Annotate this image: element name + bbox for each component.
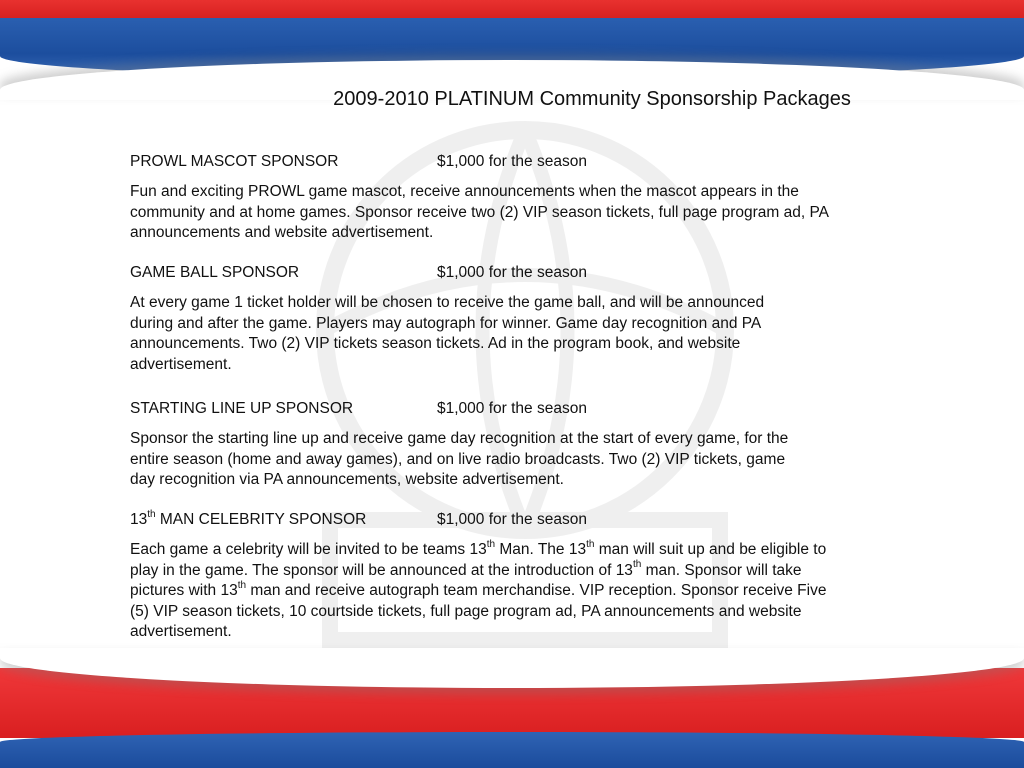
page-title: 2009-2010 PLATINUM Community Sponsorship Packages [333, 88, 851, 110]
package-name: PROWL MASCOT SPONSOR [130, 153, 339, 170]
package-price: $1,000 for the season [437, 153, 587, 170]
description-line: advertisement. [130, 623, 232, 640]
package-price: $1,000 for the season [437, 264, 587, 281]
package-prowl-mascot [130, 152, 905, 244]
package-name: STARTING LINE UP SPONSOR [130, 400, 354, 417]
package-price: $1,000 for the season [437, 400, 587, 417]
bottom-blue-band [0, 732, 1024, 768]
package-description [130, 293, 905, 375]
description-line: At every game 1 ticket holder will be chosen to receive the game ball, and will be announced [130, 294, 765, 311]
description-line: entire season (home and away games), and on live radio broadcasts. Two (2) VIP tickets, game [130, 450, 786, 468]
package-starting-line-up [130, 399, 905, 491]
package-name: 13th MAN CELEBRITY SPONSOR [130, 508, 367, 528]
description-line: Each game a celebrity will be invited to be teams 13th Man. The 13th man will suit up and be eligible to [130, 538, 827, 558]
description-line: day recognition via PA announcements, website advertisement. [130, 471, 564, 488]
description-line: (5) VIP season tickets, 10 courtside tickets, full page program ad, PA announcements and website [130, 602, 802, 620]
description-line: Sponsor the starting line up and receive game day recognition at the start of every game, for the [130, 430, 789, 447]
package-description [130, 429, 905, 491]
package-price: $1,000 for the season [437, 511, 587, 528]
description-line: pictures with 13th man and receive autograph team merchandise. VIP reception. Sponsor receive Five [130, 579, 827, 599]
description-line: Fun and exciting PROWL game mascot, receive announcements when the mascot appears in the [130, 183, 799, 200]
package-13th-man-celebrity [130, 510, 905, 643]
package-name: GAME BALL SPONSOR [130, 264, 300, 281]
description-line: announcements and website advertisement. [130, 224, 434, 241]
description-line: during and after the game. Players may autograph for winner. Game day recognition and PA [130, 314, 762, 332]
description-line: play in the game. The sponsor will be announced at the introduction of 13th man. Sponsor will take [130, 559, 802, 579]
description-line: advertisement. [130, 355, 232, 373]
description-line: announcements. Two (2) VIP tickets season tickets. Ad in the program book, and website [130, 335, 741, 352]
package-game-ball [130, 263, 905, 375]
package-description [130, 540, 905, 643]
description-line: community and at home games. Sponsor receive two (2) VIP season tickets, full page program ad, PA [130, 203, 829, 221]
package-description [130, 182, 905, 244]
